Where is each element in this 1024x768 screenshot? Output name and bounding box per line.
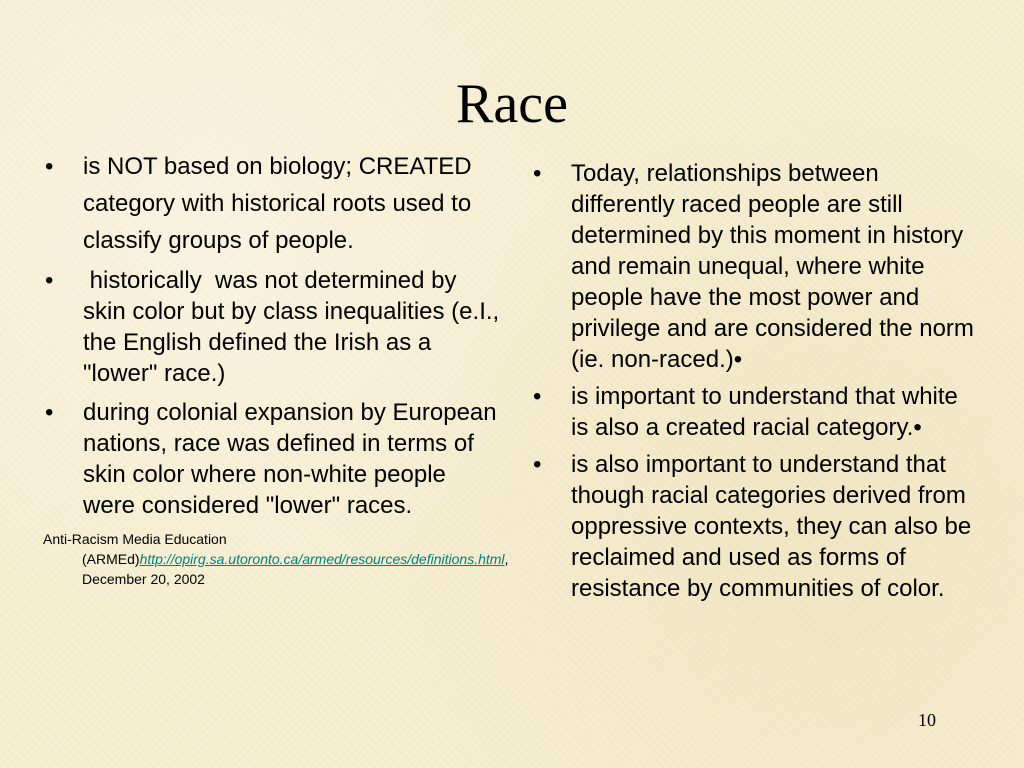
bullet-icon: • [533, 383, 542, 410]
citation-link[interactable]: http://opirg.sa.utoronto.ca/armed/resources/definitions.html [139, 551, 505, 567]
bullet-icon: • [45, 267, 54, 294]
left-bullet-list [40, 148, 506, 521]
citation-prefix: Anti-Racism Media Education (ARMEd) [43, 531, 227, 567]
list-item [40, 148, 500, 259]
bullet-icon: • [533, 451, 542, 478]
right-bullet-list [528, 158, 978, 604]
right-column [528, 158, 978, 610]
list-item [40, 265, 506, 389]
bullet-text: is NOT based on biology; CREATED category with historical roots used to classify groups of people. [83, 153, 472, 254]
list-item [40, 397, 500, 521]
bullet-text: is also important to understand that though racial categories derived from oppressive contexts, they can also be reclaimed and used as forms of resistance by communities of color. [571, 451, 972, 602]
bullet-icon: • [45, 399, 54, 426]
list-item [528, 381, 978, 443]
bullet-text: Today, relationships between differently raced people are still determined by this moment in history and remain unequal, where white people have the most power and privilege and are considered the norm (ie. non-raced.)• [571, 160, 974, 373]
left-column [40, 148, 509, 589]
citation-suffix: , December 20, 2002 [82, 551, 509, 587]
bullet-text: is important to understand that white is also a created racial category.• [571, 383, 958, 441]
list-item [528, 449, 978, 604]
bullet-text: during colonial expansion by European nations, race was defined in terms of skin color where non-white people were considered "lower" races. [83, 399, 497, 519]
list-item [528, 158, 978, 375]
bullet-text: historically was not determined by skin color but by class inequalities (e.I., the English defined the Irish as a "lower" race.) [83, 267, 506, 387]
bullet-icon: • [45, 153, 54, 180]
bullet-icon: • [533, 160, 542, 187]
slide-title: Race [456, 73, 568, 135]
page-number: 10 [918, 710, 936, 730]
citation [39, 529, 509, 589]
